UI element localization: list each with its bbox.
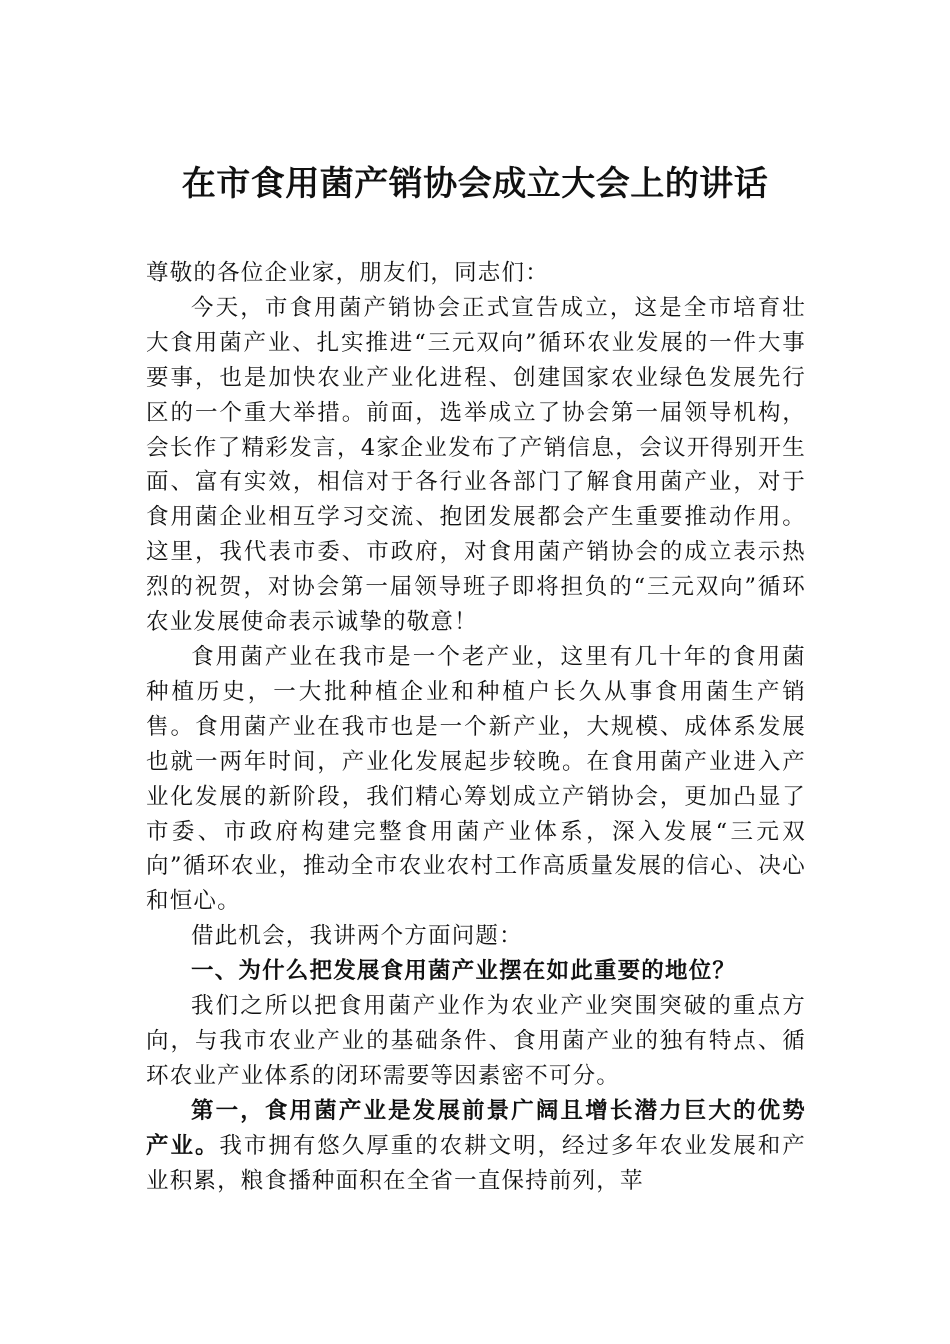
- document-body: [146, 256, 806, 1198]
- first-point-lead: 第一，食用菌产业是发展前景广阔且增长潜力巨大的优势产业。: [146, 1097, 806, 1159]
- paragraph-reasons: 我们之所以把食用菌产业作为农业产业突围突破的重点方向，与我市农业产业的基础条件、食用菌产业的独有特点、循环农业产业体系的闭环需要等因素密不可分。: [146, 993, 806, 1089]
- first-point-text: 我市拥有悠久厚重的农耕文明，经过多年农业发展和产业积累，粮食播种面积在全省一直保持前列，苹: [146, 1132, 806, 1194]
- paragraph-opening: 今天，市食用菌产销协会正式宣告成立，这是全市培育壮大食用菌产业、扎实推进“三元双向”循环农业发展的一件大事要事，也是加快农业产业化进程、创建国家农业绿色发展先行区的一个重大举措。前面，选举成立了协会第一届领导机构，会长作了精彩发言，4家企业发布了产销信息，会议开得别开生面、富有实效，相信对于各行业各部门了解食用菌产业，对于食用菌企业相互学习交流、抱团发展都会产生重要推动作用。这里，我代表市委、市政府，对食用菌产销协会的成立表示热烈的祝贺，对协会第一届领导班子即将担负的“三元双向”循环农业发展使命表示诚挚的敬意！: [146, 294, 806, 636]
- paragraph-first-point: [146, 1094, 806, 1199]
- section-heading-1: 一、为什么把发展食用菌产业摆在如此重要的地位？: [191, 958, 737, 985]
- document-title: 在市食用菌产销协会成立大会上的讲话: [181, 164, 769, 204]
- paragraph-topics-intro: 借此机会，我讲两个方面问题：: [191, 923, 523, 950]
- salutation: 尊敬的各位企业家，朋友们，同志们：: [146, 260, 549, 286]
- paragraph-industry-background: 食用菌产业在我市是一个老产业，这里有几十年的食用菌种植历史，一大批种植企业和种植户长久从事食用菌生产销售。食用菌产业在我市也是一个新产业，大规模、成体系发展也就一两年时间，产业化发展起步较晚。在食用菌产业进入产业化发展的新阶段，我们精心筹划成立产销协会，更加凸显了市委、市政府构建完整食用菌产业体系，深入发展“三元双向”循环农业，推动全市农业农村工作高质量发展的信心、决心和恒心。: [146, 643, 806, 915]
